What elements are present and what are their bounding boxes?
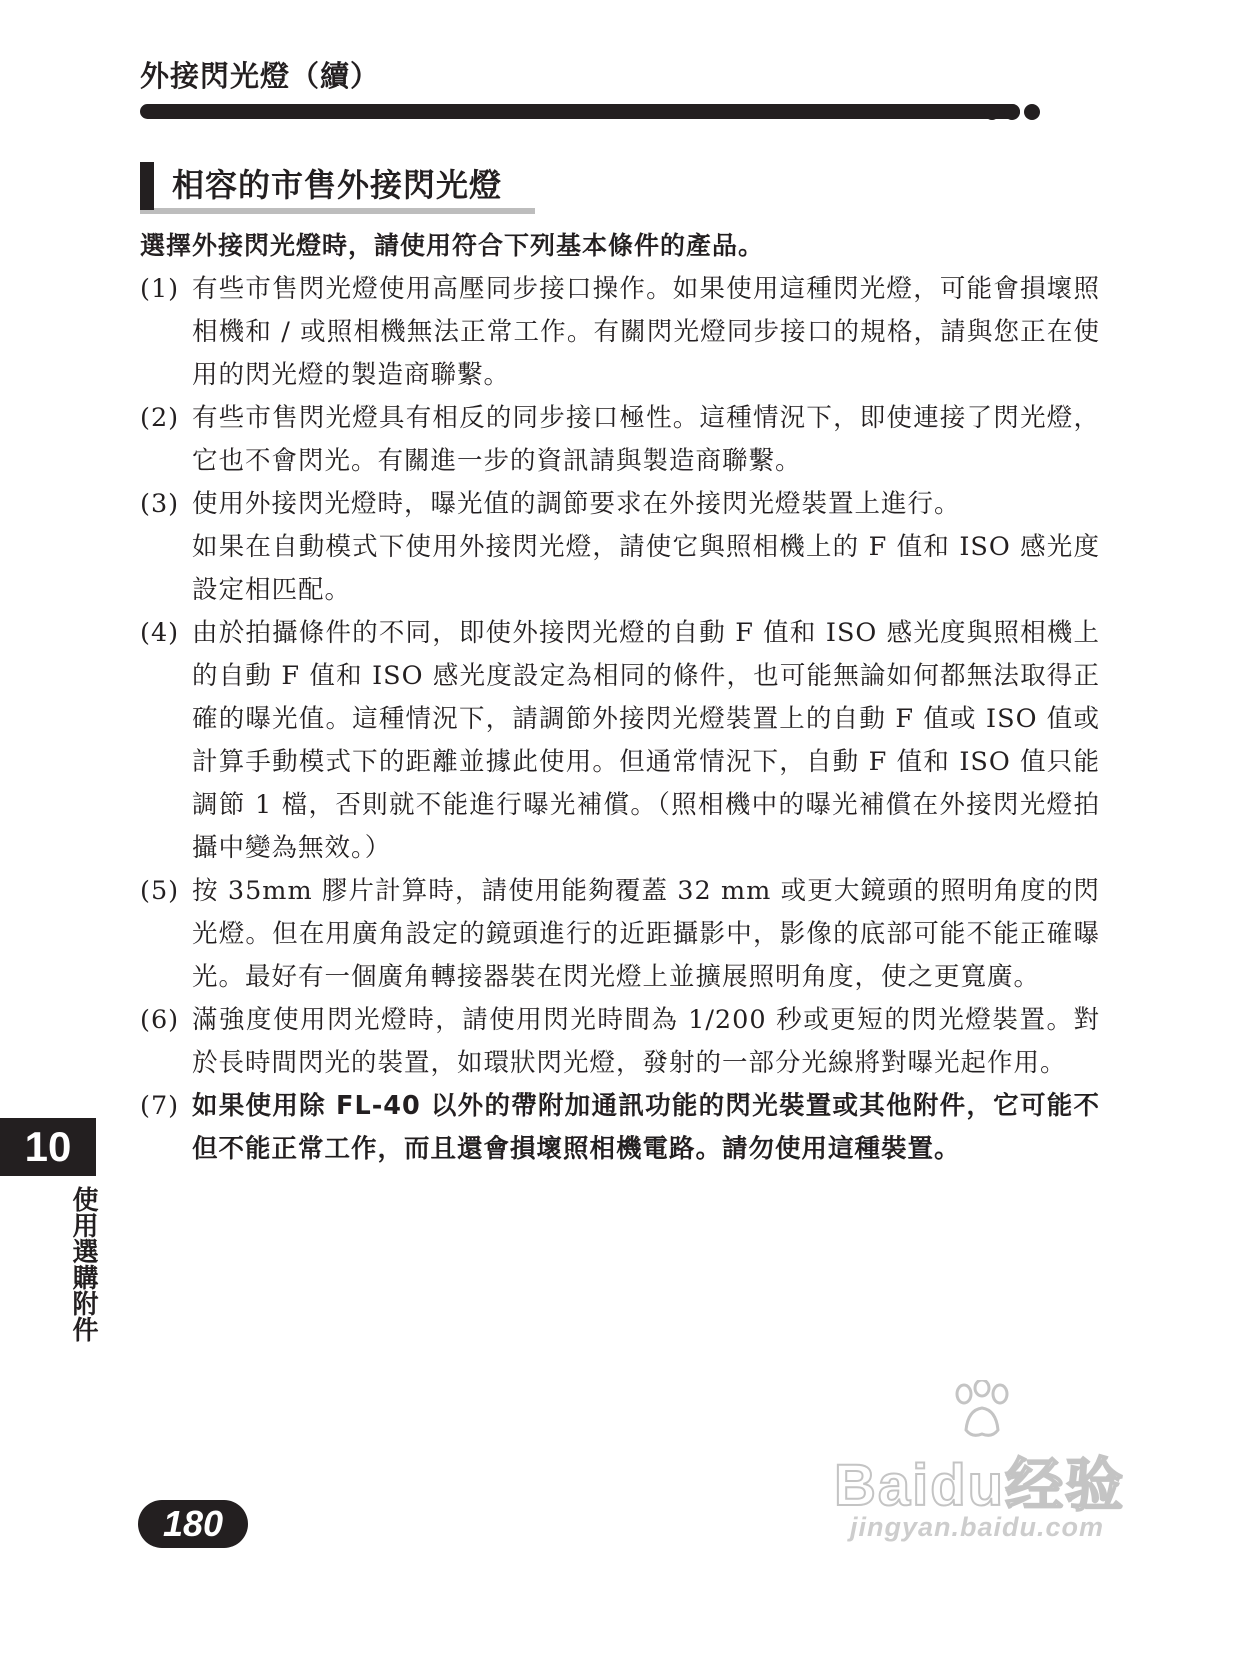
- item-text: 使用外接閃光燈時，曝光值的調節要求在外接閃光燈裝置上進行。: [192, 489, 961, 519]
- item-number: (7): [140, 1091, 180, 1121]
- item-number: (4): [140, 618, 180, 648]
- section-marker: [140, 162, 154, 210]
- list-item: [140, 999, 1100, 1085]
- item-text: 如果使用除 FL-40 以外的帶附加通訊功能的閃光裝置或其他附件，它可能不但不能正常工作，而且還會損壞照相機電路。請勿使用這種裝置。: [192, 1091, 1100, 1164]
- condition-list: [140, 268, 1100, 1171]
- section-heading: [140, 160, 535, 214]
- chapter-number-tab: 10: [0, 1118, 96, 1176]
- page-number: 180: [138, 1500, 248, 1548]
- item-text: 有些市售閃光燈使用高壓同步接口操作。如果使用這種閃光燈，可能會損壞照相機和 / 或照相機無法正常工作。有關閃光燈同步接口的規格，請與您正在使用的閃光燈的製造商聯繫。: [192, 274, 1100, 390]
- list-item: [140, 612, 1100, 870]
- header-dot: [984, 104, 1000, 120]
- item-number: (5): [140, 876, 180, 906]
- running-title: 外接閃光燈（續）: [140, 59, 381, 93]
- watermark-logo: Baidu经验: [834, 1453, 1126, 1518]
- item-number: (6): [140, 1005, 180, 1035]
- paw-icon: [952, 1380, 1012, 1442]
- list-item: [140, 870, 1100, 999]
- item-text-continued: 如果在自動模式下使用外接閃光燈，請使它與照相機上的 F 值和 ISO 感光度設定相匹配。: [192, 532, 1100, 605]
- item-text: 由於拍攝條件的不同，即使外接閃光燈的自動 F 值和 ISO 感光度與照相機上的自動 F 值和 ISO 感光度設定為相同的條件，也可能無論如何都無法取得正確的曝光值。這種情況下，請調節外接閃光燈裝置上的自動 F 值或 ISO 值或計算手動模式下的距離並據此使用。但通常情況下，自動 F 值和 ISO 值只能調節 1 檔，否則就不能進行曝光補償。（照相機中的曝光補償在外接閃光燈拍攝中變為無效。）: [192, 618, 1100, 863]
- chapter-label: 使用選購附件: [68, 1186, 98, 1342]
- list-item: [140, 268, 1100, 397]
- header-dot: [1004, 104, 1020, 120]
- item-text: 按 35mm 膠片計算時，請使用能夠覆蓋 32 mm 或更大鏡頭的照明角度的閃光燈。但在用廣角設定的鏡頭進行的近距攝影中，影像的底部可能不能正確曝光。最好有一個廣角轉接器裝在閃光燈上並擴展照明角度，使之更寬廣。: [192, 876, 1100, 992]
- item-number: (2): [140, 403, 180, 433]
- list-item: [140, 483, 1100, 612]
- watermark: [830, 1380, 1130, 1570]
- item-number: (3): [140, 489, 180, 519]
- list-item: [140, 397, 1100, 483]
- watermark-url: jingyan.baidu.com: [850, 1512, 1105, 1542]
- item-number: (1): [140, 274, 180, 304]
- item-text: 有些市售閃光燈具有相反的同步接口極性。這種情況下，即使連接了閃光燈，它也不會閃光。有關進一步的資訊請與製造商聯繫。: [192, 403, 1100, 476]
- header-rule: [140, 104, 1020, 119]
- list-item-warning: [140, 1085, 1100, 1171]
- header-dot: [1024, 104, 1040, 120]
- item-text: 滿強度使用閃光燈時，請使用閃光時間為 1/200 秒或更短的閃光燈裝置。對於長時間閃光的裝置，如環狀閃光燈，發射的一部分光線將對曝光起作用。: [192, 1005, 1100, 1078]
- section-intro: 選擇外接閃光燈時，請使用符合下列基本條件的產品。: [140, 231, 765, 260]
- section-title: 相容的市售外接閃光燈: [172, 166, 503, 204]
